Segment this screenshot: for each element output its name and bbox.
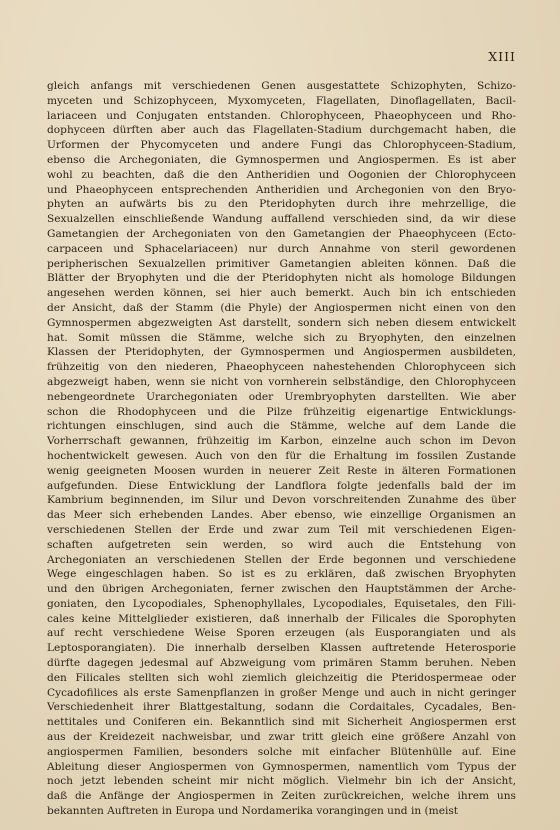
text-line: richtungen einschlugen, sind auch die Stämme, welche auf dem Lande die	[47, 420, 516, 433]
text-line: cales keine Mittelglieder existieren, daß innerhalb der Filicales die Sporophyten	[47, 612, 516, 625]
text-line: hochentwickelt gewesen. Auch von den für die Erhaltung im fossilen Zustande	[47, 449, 516, 462]
text-line: lariaceen und Conjugaten entstanden. Chlorophyceen, Phaeophyceen und Rho-	[47, 109, 516, 122]
text-line: wenig geeigneten Moosen wurden in neuerer Zeit Reste in älteren Formationen	[47, 464, 516, 477]
text-line: Gametangien der Archegoniaten von den Gametangien der Phaeophyceen (Ecto-	[47, 227, 516, 240]
text-line: Klassen der Pteridophyten, der Gymnospermen und Angiospermen ausbildeten,	[47, 346, 516, 359]
text-line: angiospermen Familien, besonders solche mit einfacher Blütenhülle auf. Eine	[47, 745, 516, 758]
text-line: noch jetzt lebenden scheint mir nicht möglich. Vielmehr bin ich der Ansicht,	[47, 775, 516, 788]
text-line: hat. Somit müssen die Stämme, welche sich zu Bryophyten, den einzelnen	[47, 331, 516, 344]
text-line: Blätter der Bryophyten und die der Pteridophyten nicht als homologe Bildungen	[47, 272, 516, 285]
text-line: auf recht verschiedene Weise Sporen erzeugen (als Eusporangiaten und als	[47, 627, 516, 640]
text-line: ebenso die Archegoniaten, die Gymnospermen und Angiospermen. Es ist aber	[47, 153, 516, 166]
text-line: Leptosporangiaten). Die innerhalb derselben Klassen auftretende Heterosporie	[47, 642, 516, 655]
text-line: angesehen werden können, sei hier auch bemerkt. Auch bin ich entschieden	[47, 287, 516, 300]
text-line: abgezweigt haben, wenn sie nicht von vornherein selbständige, den Chlorophyceen	[47, 375, 516, 388]
text-line: Kambrium beginnenden, im Silur und Devon vorschreitenden Zunahme des über	[47, 494, 516, 507]
text-line: den Filicales stellten sich wohl ziemlich gleichzeitig die Pteridospermeae oder	[47, 671, 516, 684]
text-line: dophyceen dürften aber auch das Flagellaten-Stadium durchgemacht haben, die	[47, 124, 516, 137]
text-line: gleich anfangs mit verschiedenen Genen ausgestattete Schizophyten, Schizo-	[47, 80, 516, 92]
body-text	[47, 79, 516, 819]
text-line: carpaceen und Sphacelariaceen) nur durch Annahme von steril gewordenen	[47, 242, 516, 255]
text-line: und Phaeophyceen entsprechenden Antheridien und Archegonien von den Bryo-	[47, 183, 516, 196]
text-line: nettitales und Coniferen ein. Bekanntlich sind mit Sicherheit Angiospermen erst	[47, 716, 516, 729]
text-line: Archegoniaten an verschiedenen Stellen der Erde begonnen und verschiedene	[47, 553, 516, 566]
text-line: nebengeordnete Urarchegoniaten oder Urembryophyten darstellten. Wie aber	[47, 390, 516, 403]
text-line: peripherischen Sexualzellen primitiver Gametangien ableiten können. Daß die	[47, 257, 516, 270]
text-line: phyten an aufwärts bis zu den Pteridophyten durch ihre mehrzellige, die	[47, 198, 516, 211]
text-line: Vorherrschaft gewannen, frühzeitig im Karbon, einzelne auch schon im Devon	[47, 435, 516, 448]
text-line: schon die Rhodophyceen und die Pilze frühzeitig eigenartige Entwicklungs-	[47, 405, 516, 418]
text-line: und den übrigen Archegoniaten, ferner zwischen den Hauptstämmen der Arche-	[47, 583, 516, 596]
text-line: bekannten Auftreten in Europa und Nordamerika vorangingen und in (meist	[47, 805, 459, 818]
text-line: aufgefunden. Diese Entwicklung der Landflora folgte jedenfalls bald der im	[47, 479, 516, 492]
text-line: frühzeitig von den niederen, Phaeophyceen nahestehenden Chlorophyceen sich	[47, 361, 516, 374]
text-line: Wege eingeschlagen haben. So ist es zu erklären, daß zwischen Bryophyten	[47, 568, 516, 581]
text-line: Sexualzellen einschließende Wandung auffallend verschieden sind, da wir diese	[47, 213, 516, 226]
text-line: aus der Kreidezeit nachweisbar, und zwar tritt gleich eine größere Anzahl von	[47, 731, 516, 744]
text-line: wohl zu beachten, daß die den Antheridien und Oogonien der Chlorophyceen	[47, 168, 516, 181]
text-line: Cycadofilices als erste Samenpflanzen in großer Menge und auch in nicht geringer	[47, 686, 516, 699]
page-number: XIII	[488, 49, 516, 64]
text-line: daß die Anfänge der Angiospermen in Zeiten zurückreichen, welche ihrem uns	[47, 790, 516, 803]
text-line: Gymnospermen abgezweigten Ast darstellt, sondern sich neben diesem entwickelt	[47, 316, 516, 329]
text-line: der Ansicht, daß der Stamm (die Phyle) der Angiospermen nicht einen von den	[47, 301, 516, 314]
text-line: Verschiedenheit ihrer Blattgestaltung, sodann die Cordaitales, Cycadales, Ben-	[47, 701, 516, 714]
text-line: Ableitung dieser Angiospermen von Gymnospermen, namentlich vom Typus der	[47, 760, 516, 773]
text-line: verschiedenen Stellen der Erde und zwar zum Teil mit verschiedenen Eigen-	[47, 523, 516, 536]
text-line: dürfte dagegen jedesmal auf Abzweigung vom primären Stamm beruhen. Neben	[47, 657, 516, 670]
text-line: schaften aufgetreten sein werden, so wird auch die Entstehung von	[47, 538, 516, 551]
text-line: das Meer sich erhebenden Landes. Aber ebenso, wie einzellige Organismen an	[47, 509, 516, 522]
text-line: goniaten, den Lycopodiales, Sphenophyllales, Lycopodiales, Equisetales, den Fili-	[47, 597, 516, 610]
text-line: myceten und Schizophyceen, Myxomyceten, Flagellaten, Dinoflagellaten, Bacil-	[47, 94, 516, 107]
text-line: Urformen der Phycomyceten und andere Fungi das Chlorophyceen-Stadium,	[47, 139, 516, 152]
